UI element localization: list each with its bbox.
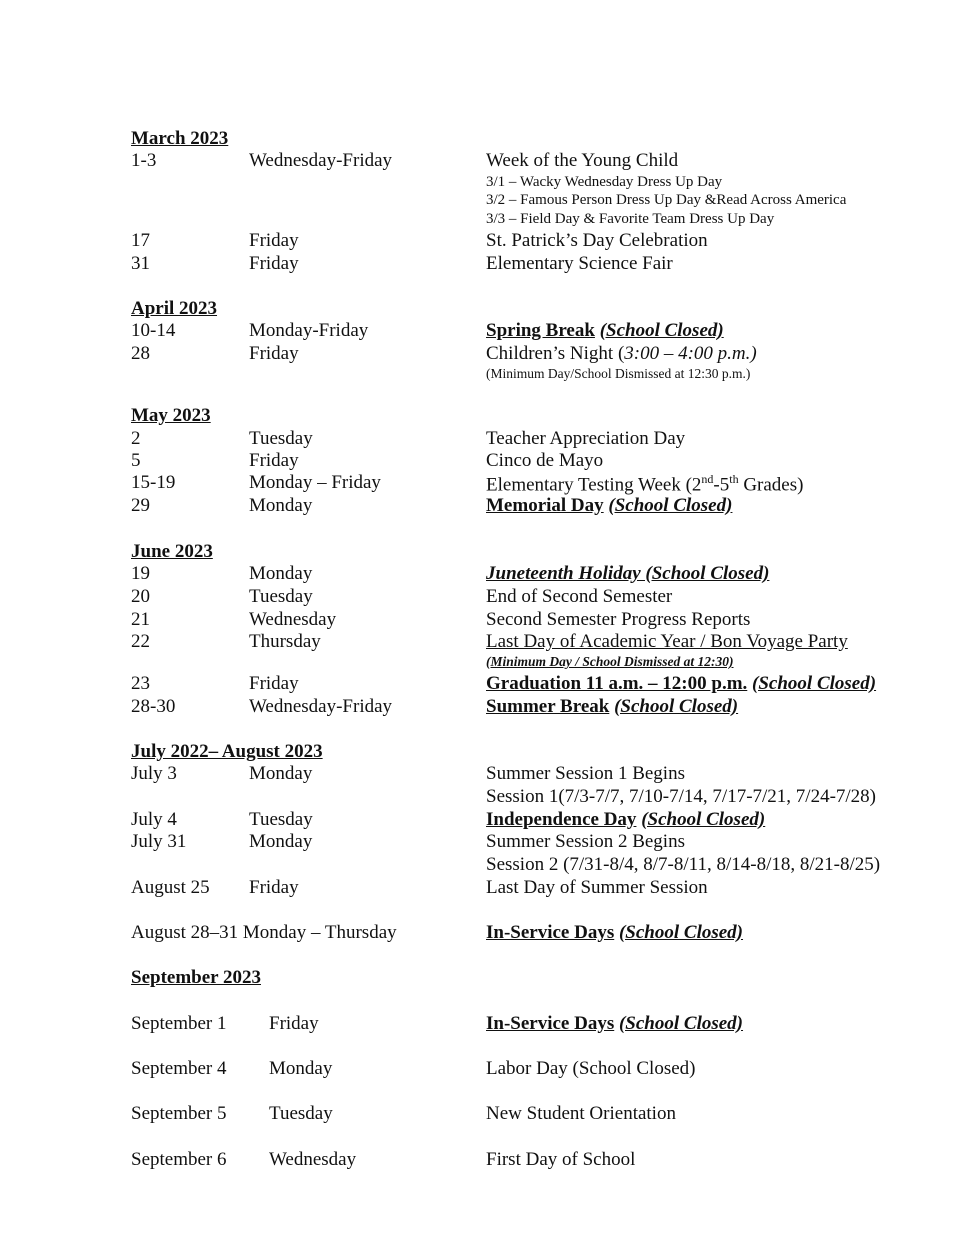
- event-date: 21: [131, 609, 150, 630]
- event-title: End of Second Semester: [486, 586, 673, 607]
- event-note: Session 1(7/3-7/7, 7/10-7/14, 7/17-7/21, 7/24-7/28): [486, 786, 877, 807]
- event-date: September 5: [131, 1103, 227, 1124]
- calendar-row: [0, 696, 980, 718]
- event-name: Elementary Testing Week (2: [486, 474, 702, 496]
- event-day: Tuesday: [249, 586, 313, 607]
- closed-label: (School Closed): [618, 1013, 744, 1034]
- calendar-row: [0, 563, 980, 585]
- event-date: 28: [131, 343, 150, 364]
- event-title: New Student Orientation: [486, 1103, 676, 1124]
- event-date-day: August 28–31 Monday – Thursday: [131, 922, 397, 943]
- event-title: Teacher Appreciation Day: [486, 428, 686, 449]
- event-note: (Minimum Day/School Dismissed at 12:30 p.m.): [486, 366, 751, 381]
- event-day: Monday: [249, 563, 313, 584]
- event-day: Friday: [249, 877, 299, 898]
- calendar-row: [0, 922, 980, 944]
- event-date: 28-30: [131, 696, 176, 717]
- event-date: July 31: [131, 831, 187, 852]
- event-name: Independence Day: [486, 809, 637, 830]
- event-name: In-Service Days: [486, 922, 615, 943]
- calendar-row: [0, 631, 980, 653]
- event-note: 3/1 – Wacky Wednesday Dress Up Day: [486, 174, 723, 190]
- calendar-row: [0, 609, 980, 631]
- event-title: Cinco de Mayo: [486, 450, 604, 471]
- calendar-row: [0, 450, 980, 472]
- event-day: Friday: [249, 343, 299, 364]
- event-title: [486, 922, 743, 944]
- event-title: [486, 673, 876, 695]
- event-day: Monday-Friday: [249, 320, 369, 341]
- event-day: Monday: [249, 495, 313, 516]
- event-date: September 1: [131, 1013, 227, 1034]
- calendar-row: [0, 1149, 980, 1171]
- event-name: Summer Break: [486, 696, 610, 717]
- calendar-row: [0, 586, 980, 608]
- event-day: Friday: [269, 1013, 319, 1034]
- event-name: Memorial Day: [486, 495, 604, 516]
- month-heading-summer: July 2022– August 2023: [131, 741, 323, 762]
- event-title: Second Semester Progress Reports: [486, 609, 751, 630]
- event-date: 22: [131, 631, 150, 652]
- event-title: Labor Day (School Closed): [486, 1058, 696, 1079]
- event-day: Tuesday: [249, 428, 313, 449]
- event-time: 3:00 – 4:00 p.m.): [624, 343, 757, 364]
- event-date: July 3: [131, 763, 177, 784]
- event-name-mid: -5: [713, 474, 730, 496]
- event-name: Children’s Night (: [486, 343, 625, 364]
- event-title: [486, 696, 738, 718]
- event-date: 5: [131, 450, 141, 471]
- event-title: Last Day of Academic Year / Bon Voyage Party: [486, 631, 848, 652]
- event-date: September 4: [131, 1058, 227, 1079]
- closed-label: (School Closed): [599, 320, 724, 341]
- event-title: Juneteenth Holiday (School Closed): [486, 563, 770, 584]
- event-note: Session 2 (7/31-8/4, 8/7-8/11, 8/14-8/18, 8/21-8/25): [486, 854, 881, 875]
- calendar-row: [0, 1058, 980, 1080]
- event-title: [486, 343, 757, 365]
- event-title: [486, 495, 732, 517]
- calendar-row: [0, 253, 980, 275]
- event-title: Summer Session 1 Begins: [486, 763, 685, 784]
- event-date: 20: [131, 586, 150, 607]
- event-name-end: Grades): [738, 474, 804, 496]
- superscript: th: [729, 472, 739, 486]
- event-day: Wednesday: [249, 609, 337, 630]
- month-heading-march: March 2023: [131, 128, 229, 149]
- month-heading-september: September 2023: [131, 967, 261, 988]
- calendar-row: [0, 1013, 980, 1035]
- event-name: In-Service Days: [486, 1013, 615, 1034]
- event-day: Wednesday-Friday: [249, 150, 393, 171]
- event-day: Tuesday: [269, 1103, 333, 1124]
- event-note: 3/3 – Field Day & Favorite Team Dress Up Day: [486, 211, 775, 227]
- calendar-row: [0, 809, 980, 831]
- event-title: Week of the Young Child: [486, 150, 679, 171]
- calendar-row: [0, 831, 980, 853]
- event-day: Thursday: [249, 631, 321, 652]
- event-note: (Minimum Day / School Dismissed at 12:30): [486, 654, 734, 669]
- event-title: Elementary Science Fair: [486, 253, 673, 274]
- event-title: [486, 472, 803, 496]
- calendar-row: [0, 343, 980, 365]
- month-heading-may: May 2023: [131, 405, 211, 426]
- event-title: [486, 1013, 743, 1035]
- closed-label: (School Closed): [614, 696, 739, 717]
- calendar-row: [0, 472, 980, 494]
- event-date: 15-19: [131, 472, 176, 493]
- event-date: 2: [131, 428, 141, 449]
- event-name: Graduation 11 a.m. – 12:00 p.m.: [486, 673, 748, 694]
- month-heading-june: June 2023: [131, 541, 213, 562]
- calendar-row: [0, 1103, 980, 1125]
- event-date: 10-14: [131, 320, 176, 341]
- event-day: Monday: [249, 831, 313, 852]
- calendar-row: [0, 673, 980, 695]
- event-day: Friday: [249, 253, 299, 274]
- event-day: Monday – Friday: [249, 472, 381, 493]
- event-date: July 4: [131, 809, 177, 830]
- event-title: [486, 320, 724, 342]
- event-day: Monday: [249, 763, 313, 784]
- calendar-row: [0, 495, 980, 517]
- event-day: Monday: [269, 1058, 333, 1079]
- event-title: St. Patrick’s Day Celebration: [486, 230, 708, 251]
- event-day: Wednesday: [269, 1149, 357, 1170]
- calendar-row: [0, 230, 980, 252]
- calendar-row: [0, 320, 980, 342]
- calendar-row: [0, 150, 980, 172]
- event-title: [486, 809, 765, 831]
- event-day: Friday: [249, 673, 299, 694]
- event-title: Last Day of Summer Session: [486, 877, 708, 898]
- event-date: 29: [131, 495, 150, 516]
- closed-label: (School Closed): [641, 809, 766, 830]
- calendar-row: [0, 763, 980, 785]
- closed-label: (School Closed): [618, 922, 744, 943]
- event-date: 23: [131, 673, 150, 694]
- event-title: First Day of School: [486, 1149, 636, 1170]
- superscript: nd: [701, 472, 714, 486]
- event-title: Summer Session 2 Begins: [486, 831, 685, 852]
- calendar-row: [0, 877, 980, 899]
- event-date: 1-3: [131, 150, 157, 171]
- event-note: 3/2 – Famous Person Dress Up Day &Read Across America: [486, 192, 847, 208]
- calendar-row: [0, 854, 980, 876]
- event-date: 31: [131, 253, 150, 274]
- month-heading-april: April 2023: [131, 298, 218, 319]
- event-date: September 6: [131, 1149, 227, 1170]
- calendar-row: [0, 428, 980, 450]
- event-day: Tuesday: [249, 809, 313, 830]
- closed-label: (School Closed): [752, 673, 877, 694]
- calendar-row: [0, 786, 980, 808]
- event-day: Wednesday-Friday: [249, 696, 393, 717]
- event-date: August 25: [131, 877, 210, 898]
- event-date: 19: [131, 563, 150, 584]
- event-day: Friday: [249, 230, 299, 251]
- event-name: Spring Break: [486, 320, 595, 341]
- event-day: Friday: [249, 450, 299, 471]
- event-date: 17: [131, 230, 150, 251]
- closed-label: (School Closed): [608, 495, 733, 516]
